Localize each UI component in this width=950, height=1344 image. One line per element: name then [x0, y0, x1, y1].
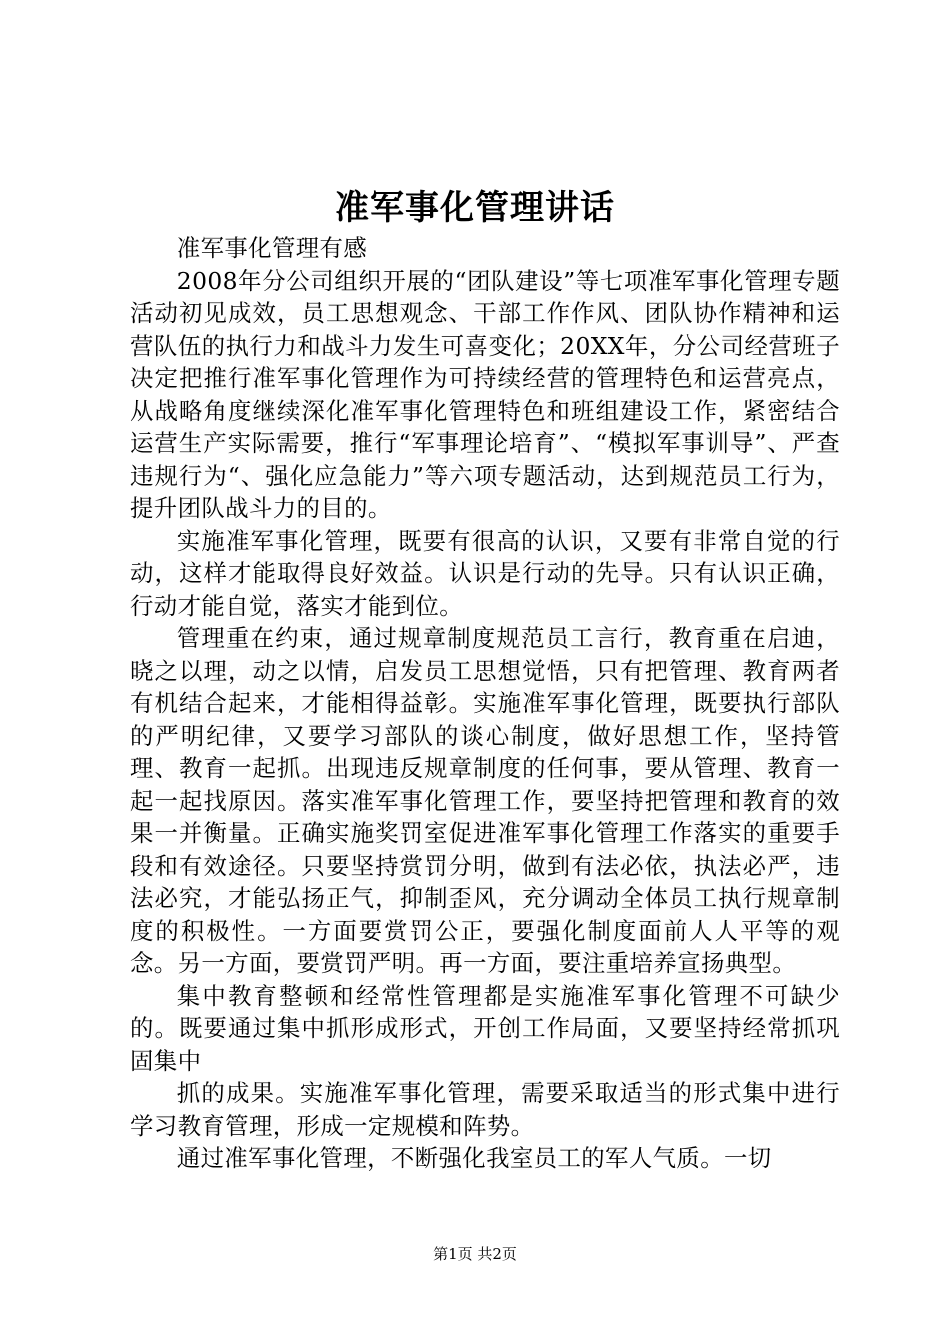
paragraph: 2008年分公司组织开展的“团队建设”等七项准军事化管理专题活动初见成效，员工思想观念、干部工作作风、团队协作精神和运营队伍的执行力和战斗力发生可喜变化；20XX年，分公司经营班子决定把推行准军事化管理作为可持续经营的管理特色和运营亮点，从战略角度继续深化准军事化管理特色和班组建设工作，紧密结合运营生产实际需要，推行“军事理论培育”、“模拟军事训导”、严查违规行为“、强化应急能力”等六项专题活动，达到规范员工行为，提升团队战斗力的目的。	[130, 266, 840, 522]
paragraph: 实施准军事化管理，既要有很高的认识，又要有非常自觉的行动，这样才能取得良好效益。认识是行动的先导。只有认识正确，行动才能自觉，落实才能到位。	[130, 526, 840, 620]
paragraph-subtitle: 准军事化管理有感	[176, 234, 368, 262]
page-title: 准军事化管理讲话	[335, 188, 615, 228]
paragraph: 抓的成果。实施准军事化管理，需要采取适当的形式集中进行学习教育管理，形成一定规模和阵势。	[130, 1079, 840, 1140]
paragraph: 管理重在约束，通过规章制度规范员工言行，教育重在启迪，晓之以理，动之以情，启发员工思想觉悟，只有把管理、教育两者有机结合起来，才能相得益彰。实施准军事化管理，既要执行部队的严明纪律，又要学习部队的谈心制度，做好思想工作，坚持管理、教育一起抓。出现违反规章制度的任何事，要从管理、教育一起一起找原因。落实准军事化管理工作，要坚持把管理和教育的效果一并衡量。正确实施奖罚室促进准军事化管理工作落实的重要手段和有效途径。只要坚持赏罚分明，做到有法必依，执法必严，违法必究，才能弘扬正气，抑制歪风，充分调动全体员工执行规章制度的积极性。一方面要赏罚公正，要强化制度面前人人平等的观念。另一方面，要赏罚严明。再一方面，要注重培养宣扬典型。	[130, 624, 840, 977]
paragraph: 通过准军事化管理，不断强化我室员工的军人气质。一切	[176, 1144, 772, 1172]
document-body	[130, 232, 840, 1175]
paragraph: 集中教育整顿和经常性管理都是实施准军事化管理不可缺少的。既要通过集中抓形成形式，开创工作局面，又要坚持经常抓巩固集中	[130, 981, 840, 1075]
page-footer: 第1页 共2页	[433, 1245, 517, 1263]
